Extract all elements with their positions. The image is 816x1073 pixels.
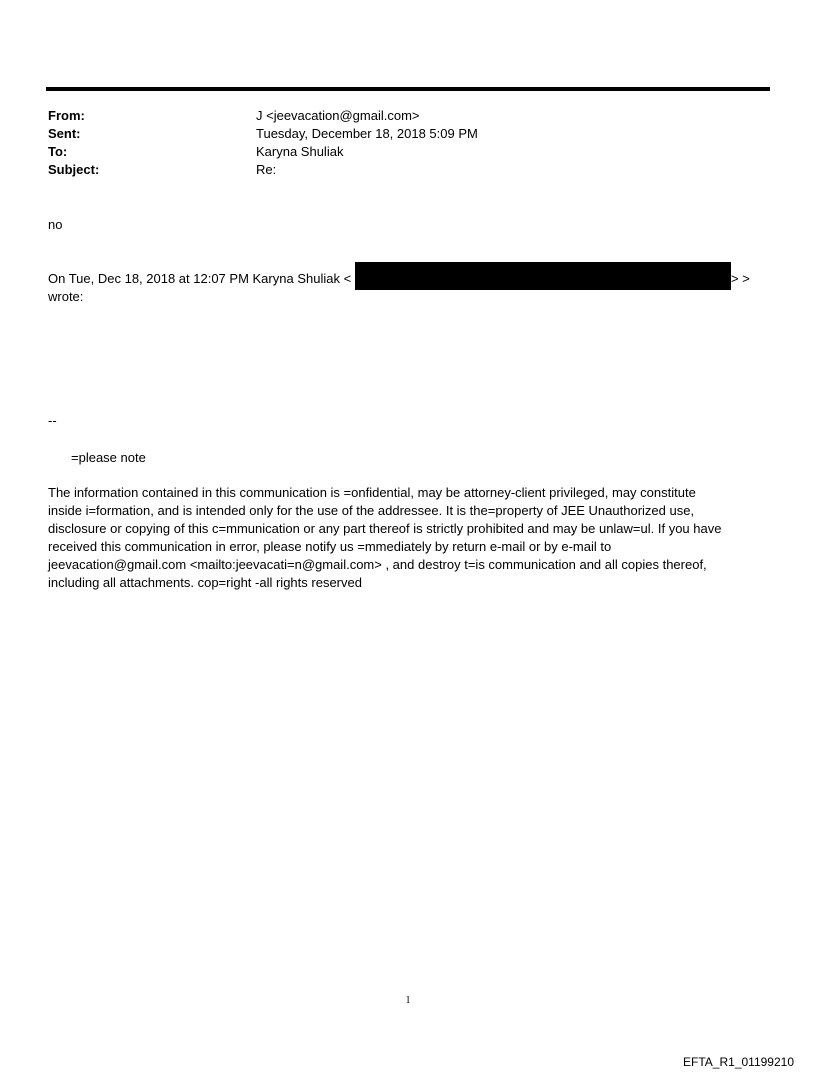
page-number: 1 bbox=[405, 995, 411, 1006]
sent-row bbox=[48, 125, 478, 143]
disclaimer-line: jeevacation@gmail.com <mailto:jeevacati=n@gmail.com> , and destroy t=is communication and all copies thereof, bbox=[48, 557, 707, 572]
header-divider bbox=[46, 87, 770, 91]
sent-label: Sent: bbox=[48, 126, 81, 141]
from-value: J <jeevacation@gmail.com> bbox=[256, 108, 420, 123]
quote-wrote: wrote: bbox=[48, 289, 84, 304]
quote-intro-start: On Tue, Dec 18, 2018 at 12:07 PM Karyna Shuliak < bbox=[48, 271, 352, 286]
reply-text: no bbox=[48, 217, 63, 232]
to-row bbox=[48, 143, 478, 161]
confidentiality-disclaimer bbox=[48, 484, 768, 592]
quote-intro-end: > > bbox=[731, 271, 750, 286]
from-row bbox=[48, 107, 478, 125]
subject-row bbox=[48, 161, 478, 179]
disclaimer-line: including all attachments. cop=right -all rights reserved bbox=[48, 575, 362, 590]
signature-dashes: -- bbox=[48, 413, 57, 428]
from-label: From: bbox=[48, 108, 85, 123]
redaction-block bbox=[355, 262, 731, 290]
disclaimer-line: inside i=formation, and is intended only for the use of the addressee. It is the=property of JEE Unauthorized use, bbox=[48, 503, 695, 518]
sent-value: Tuesday, December 18, 2018 5:09 PM bbox=[256, 126, 478, 141]
email-header bbox=[48, 107, 478, 179]
subject-label: Subject: bbox=[48, 162, 100, 177]
please-note: =please note bbox=[71, 450, 146, 465]
to-value: Karyna Shuliak bbox=[256, 144, 344, 159]
disclaimer-line: disclosure or copying of this c=mmunication or any part thereof is strictly prohibited and may be unlaw=ul. If you have bbox=[48, 521, 722, 536]
disclaimer-line: The information contained in this communication is =onfidential, may be attorney-client privileged, may constitute bbox=[48, 485, 696, 500]
subject-value: Re: bbox=[256, 162, 277, 177]
to-label: To: bbox=[48, 144, 68, 159]
document-id: EFTA_R1_01199210 bbox=[683, 1055, 794, 1069]
disclaimer-line: received this communication in error, please notify us =mmediately by return e-mail or by e-mail to bbox=[48, 539, 612, 554]
